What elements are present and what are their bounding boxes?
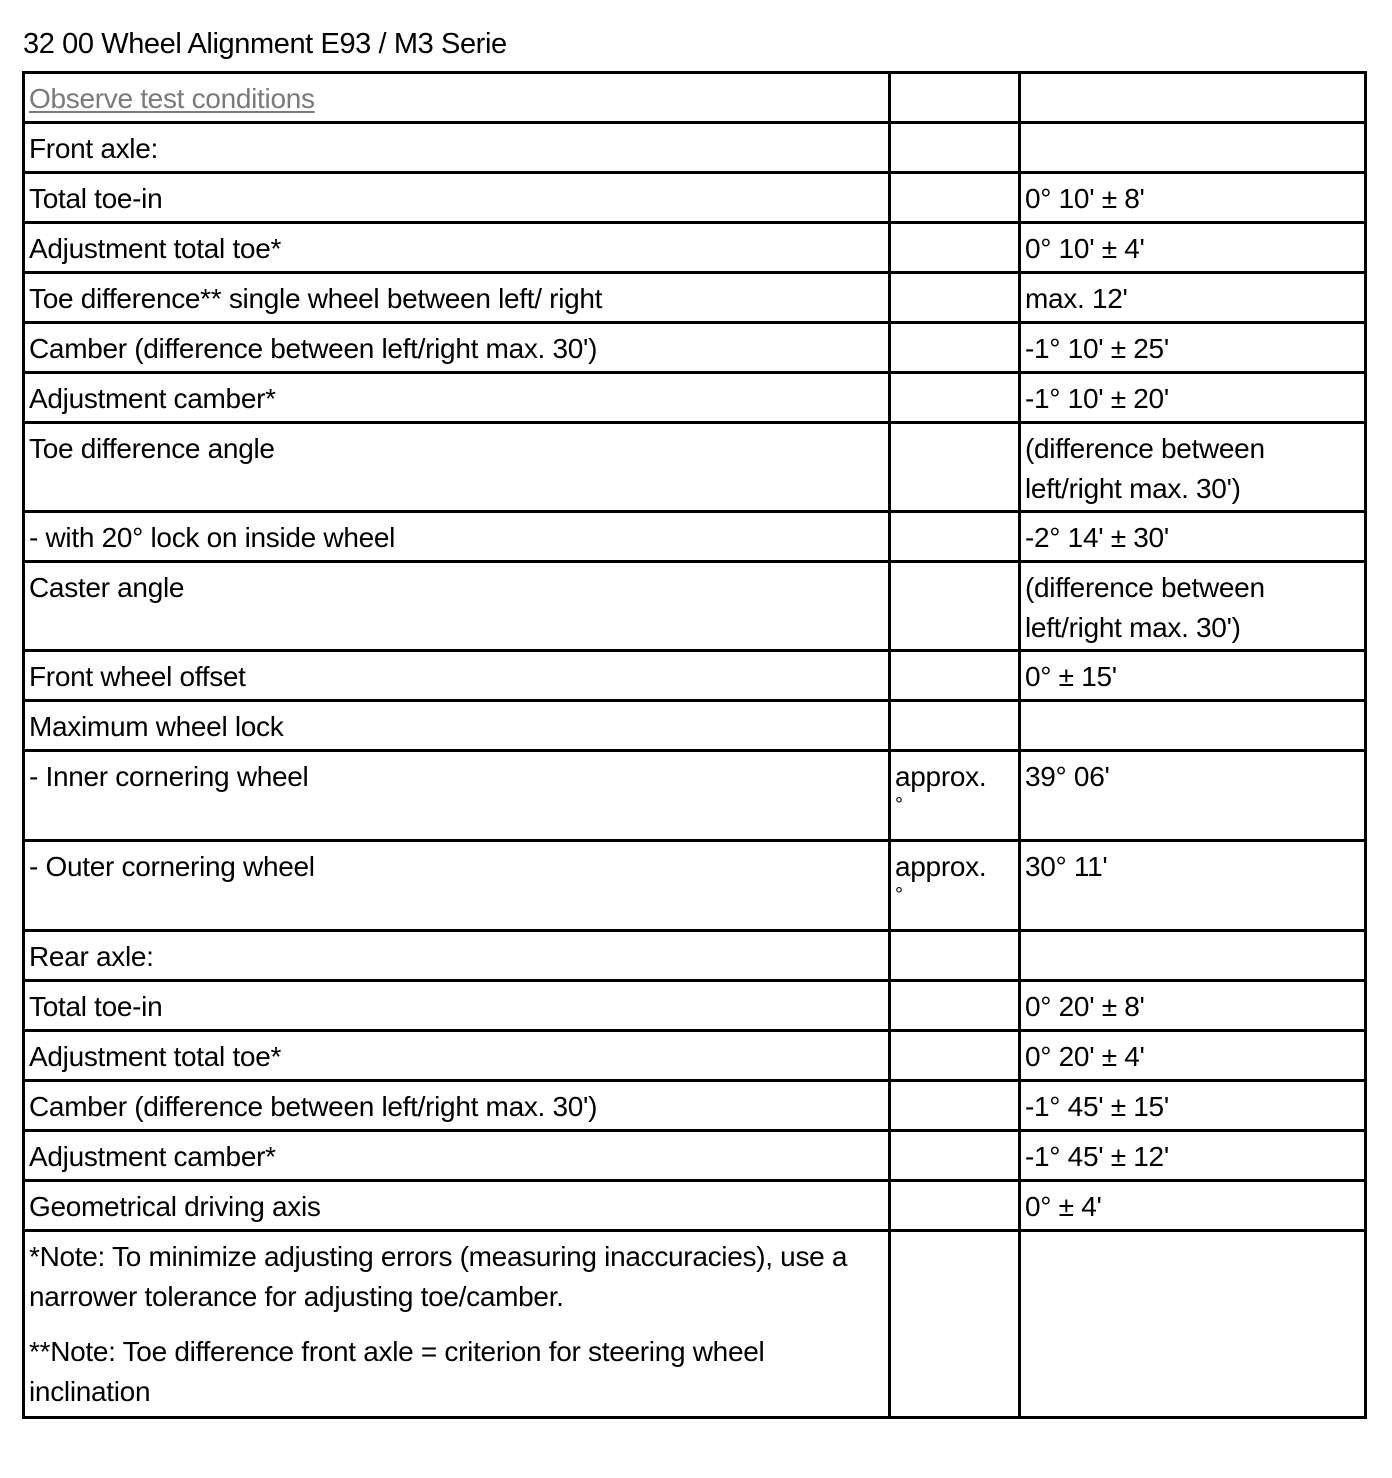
- table-row: [24, 1131, 1366, 1181]
- row-mid: [890, 512, 1020, 562]
- row-value: [1020, 931, 1366, 981]
- row-label: Toe difference** single wheel between left/ right: [24, 273, 890, 323]
- row-mid: [890, 173, 1020, 223]
- table-row: [24, 1181, 1366, 1231]
- wheel-alignment-table: [22, 71, 1367, 1419]
- row-mid: [890, 841, 1020, 931]
- row-mid: [890, 373, 1020, 423]
- table-row: [24, 73, 1366, 123]
- note-tolerance: *Note: To minimize adjusting errors (measuring inaccuracies), use a narrower tolerance for adjusting toe/camber.: [29, 1241, 848, 1312]
- row-label: Maximum wheel lock: [24, 701, 890, 751]
- row-label: Toe difference angle: [24, 423, 890, 512]
- row-value: [1020, 73, 1366, 123]
- table-row: [24, 931, 1366, 981]
- row-mid: [890, 1031, 1020, 1081]
- table-row: [24, 512, 1366, 562]
- row-mid: [890, 1131, 1020, 1181]
- row-value: (difference between left/right max. 30'): [1020, 423, 1366, 512]
- row-value: 0° 20' ± 4': [1020, 1031, 1366, 1081]
- table-row: [24, 123, 1366, 173]
- row-label: Rear axle:: [24, 931, 890, 981]
- approx-text: approx.: [895, 851, 987, 882]
- row-label: Front wheel offset: [24, 651, 890, 701]
- table-row: [24, 323, 1366, 373]
- row-mid: [890, 223, 1020, 273]
- row-label: Camber (difference between left/right max. 30'): [24, 323, 890, 373]
- row-mid: [890, 273, 1020, 323]
- row-value: -1° 45' ± 15': [1020, 1081, 1366, 1131]
- table-row: [24, 1031, 1366, 1081]
- row-label: Front axle:: [24, 123, 890, 173]
- row-label: Adjustment total toe*: [24, 223, 890, 273]
- row-value: 0° 10' ± 4': [1020, 223, 1366, 273]
- row-mid: [890, 562, 1020, 651]
- row-label: Caster angle: [24, 562, 890, 651]
- row-value: 0° ± 15': [1020, 651, 1366, 701]
- table-row: [24, 981, 1366, 1031]
- row-value: -1° 45' ± 12': [1020, 1131, 1366, 1181]
- row-label: - with 20° lock on inside wheel: [24, 512, 890, 562]
- row-value: max. 12': [1020, 273, 1366, 323]
- row-value: -1° 10' ± 25': [1020, 323, 1366, 373]
- note-toe-difference: **Note: Toe difference front axle = criterion for steering wheel inclination: [29, 1336, 765, 1407]
- row-mid: [890, 1081, 1020, 1131]
- table-row: [24, 701, 1366, 751]
- row-label: Geometrical driving axis: [24, 1181, 890, 1231]
- test-conditions-link[interactable]: Observe test conditions: [29, 83, 315, 114]
- row-mid: [890, 1181, 1020, 1231]
- table-row: [24, 273, 1366, 323]
- row-label: Total toe-in: [24, 173, 890, 223]
- row-mid: [890, 701, 1020, 751]
- row-value: (difference between left/right max. 30'): [1020, 562, 1366, 651]
- row-label: Adjustment camber*: [24, 373, 890, 423]
- table-row: [24, 423, 1366, 512]
- row-value: 0° 10' ± 8': [1020, 173, 1366, 223]
- row-mid: [890, 323, 1020, 373]
- row-value: [1020, 701, 1366, 751]
- page-title: 32 00 Wheel Alignment E93 / M3 Serie: [23, 28, 507, 60]
- table-row: [24, 223, 1366, 273]
- notes-row: [24, 1231, 1366, 1418]
- row-value: -2° 14' ± 30': [1020, 512, 1366, 562]
- table-row: [24, 1081, 1366, 1131]
- row-mid: [890, 1231, 1020, 1418]
- row-mid: [890, 981, 1020, 1031]
- row-label: Adjustment total toe*: [24, 1031, 890, 1081]
- row-mid: [890, 423, 1020, 512]
- row-label: Total toe-in: [24, 981, 890, 1031]
- table-row: [24, 173, 1366, 223]
- row-label: Adjustment camber*: [24, 1131, 890, 1181]
- row-label: - Inner cornering wheel: [24, 751, 890, 841]
- table-row: [24, 841, 1366, 931]
- row-label: - Outer cornering wheel: [24, 841, 890, 931]
- approx-text: approx.: [895, 761, 987, 792]
- row-label: Camber (difference between left/right max. 30'): [24, 1081, 890, 1131]
- row-label[interactable]: [24, 73, 890, 123]
- row-mid: [890, 751, 1020, 841]
- table-row: [24, 651, 1366, 701]
- degree-unit: °: [895, 794, 903, 816]
- notes-cell: [24, 1231, 890, 1418]
- row-value: [1020, 1231, 1366, 1418]
- row-mid: [890, 73, 1020, 123]
- row-value: 30° 11': [1020, 841, 1366, 931]
- row-value: 39° 06': [1020, 751, 1366, 841]
- row-value: 0° ± 4': [1020, 1181, 1366, 1231]
- row-value: [1020, 123, 1366, 173]
- table-row: [24, 562, 1366, 651]
- table-row: [24, 751, 1366, 841]
- row-mid: [890, 651, 1020, 701]
- row-mid: [890, 931, 1020, 981]
- table-row: [24, 373, 1366, 423]
- degree-unit: °: [895, 884, 903, 906]
- row-mid: [890, 123, 1020, 173]
- row-value: 0° 20' ± 8': [1020, 981, 1366, 1031]
- row-value: -1° 10' ± 20': [1020, 373, 1366, 423]
